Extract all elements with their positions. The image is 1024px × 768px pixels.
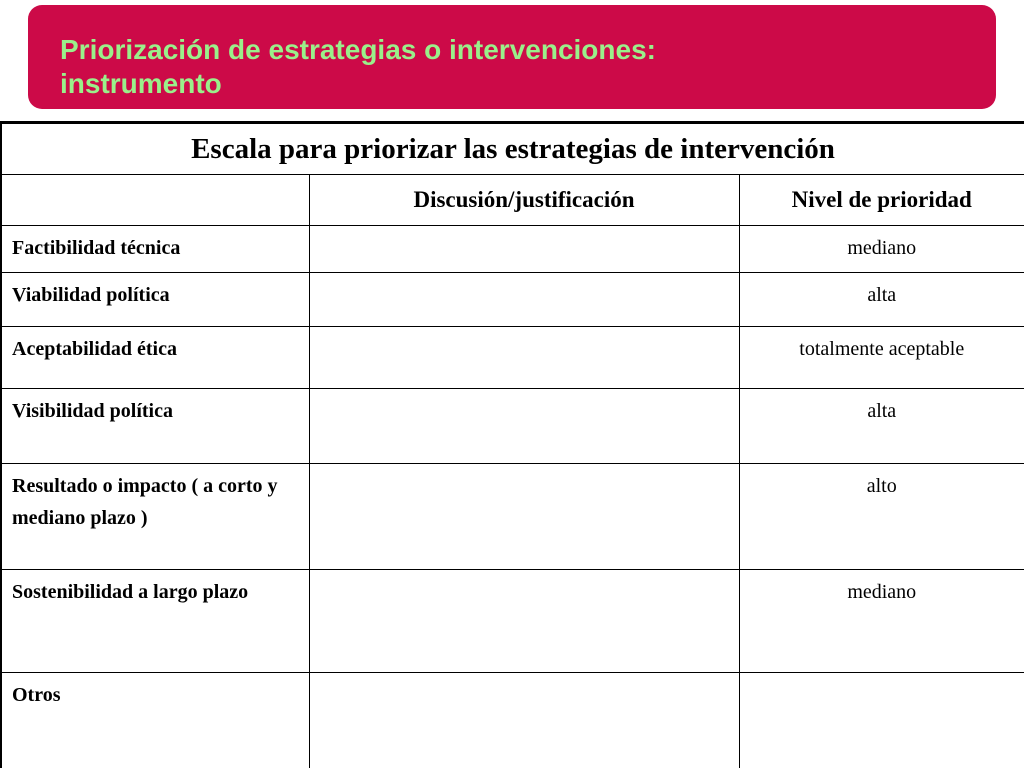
criterion-cell: Sostenibilidad a largo plazo — [1, 570, 309, 673]
column-header-criterion — [1, 175, 309, 226]
priority-cell: alto — [739, 464, 1024, 570]
discussion-cell — [309, 226, 739, 273]
title-line-2: instrumento — [60, 68, 222, 99]
priority-cell: totalmente aceptable — [739, 327, 1024, 389]
discussion-cell — [309, 464, 739, 570]
title-line-1: Priorización de estrategias o intervenciones: — [60, 34, 656, 65]
table-row — [1, 673, 1024, 768]
discussion-cell — [309, 273, 739, 327]
table-caption-row — [1, 123, 1024, 175]
column-header-discussion: Discusión/justificación — [309, 175, 739, 226]
priority-cell: alta — [739, 273, 1024, 327]
title-banner — [28, 5, 996, 109]
criterion-cell: Visibilidad política — [1, 389, 309, 464]
table-caption: Escala para priorizar las estrategias de intervención — [1, 123, 1024, 175]
priority-cell: alta — [739, 389, 1024, 464]
criterion-cell: Factibilidad técnica — [1, 226, 309, 273]
criterion-cell: Otros — [1, 673, 309, 768]
page-title — [60, 33, 656, 101]
criterion-cell: Resultado o impacto ( a corto y mediano plazo ) — [1, 464, 309, 570]
table-row — [1, 389, 1024, 464]
discussion-cell — [309, 570, 739, 673]
table-row — [1, 570, 1024, 673]
priority-cell: mediano — [739, 226, 1024, 273]
priority-scale-table — [0, 121, 1024, 768]
discussion-cell — [309, 389, 739, 464]
priority-cell: mediano — [739, 570, 1024, 673]
criterion-cell: Aceptabilidad ética — [1, 327, 309, 389]
table-row — [1, 327, 1024, 389]
table-row — [1, 273, 1024, 327]
criterion-cell: Viabilidad política — [1, 273, 309, 327]
discussion-cell — [309, 327, 739, 389]
priority-cell — [739, 673, 1024, 768]
table-row — [1, 226, 1024, 273]
table-header-row — [1, 175, 1024, 226]
column-header-priority: Nivel de prioridad — [739, 175, 1024, 226]
table-row — [1, 464, 1024, 570]
discussion-cell — [309, 673, 739, 768]
